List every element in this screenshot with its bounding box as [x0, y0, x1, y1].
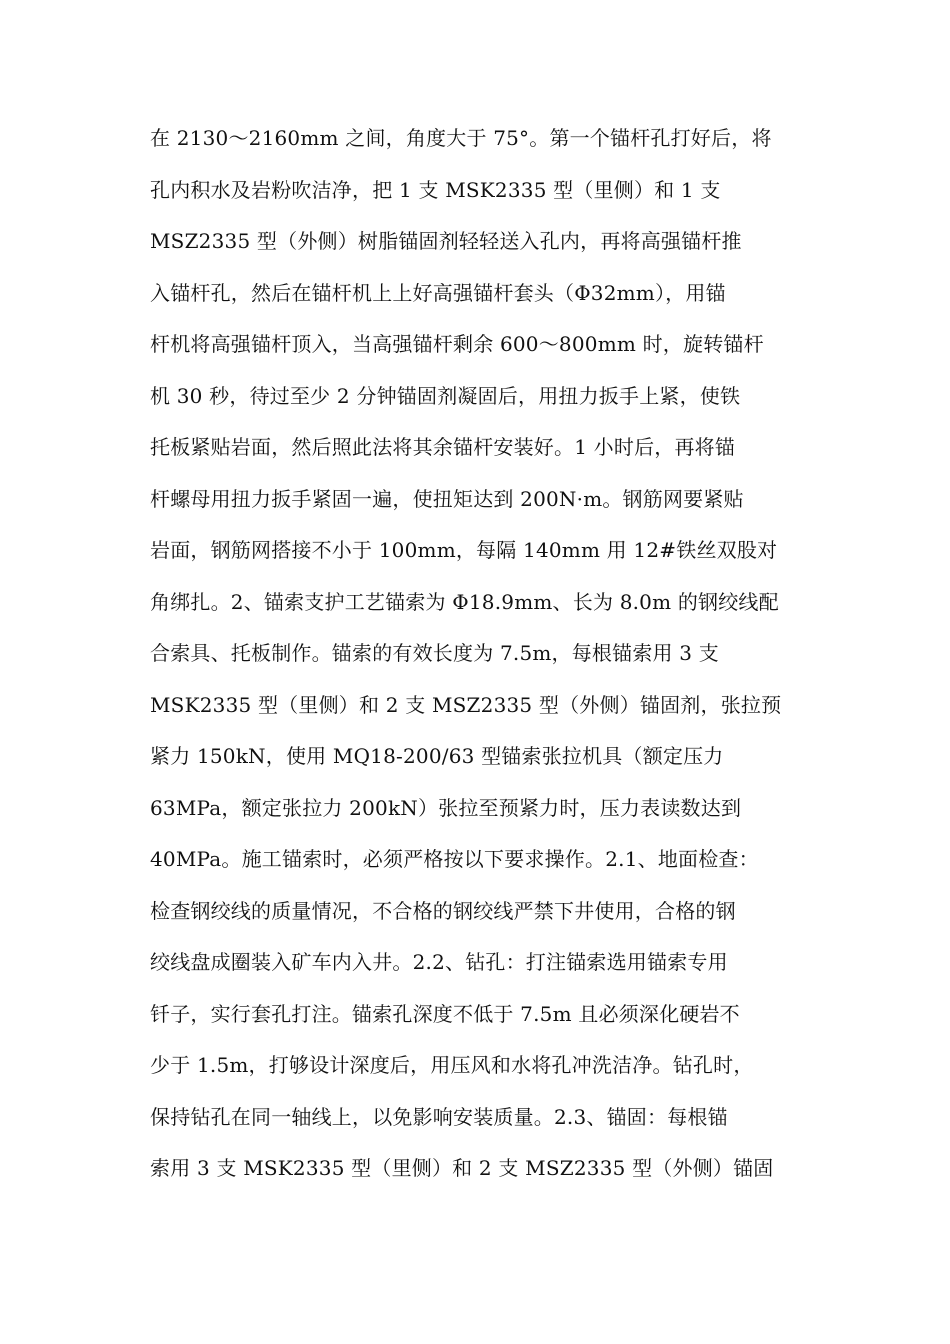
text-line: 杆机将高强锚杆顶入，当高强锚杆剩余 600～800mm 时，旋转锚杆	[150, 332, 764, 356]
body-text	[150, 113, 830, 1195]
text-line: 绞线盘成圈装入矿车内入井。2.2、钻孔：打注锚索选用锚索专用	[150, 950, 728, 974]
text-line: 少于 1.5m，打够设计深度后，用压风和水将孔冲洗洁净。钻孔时，	[150, 1053, 754, 1077]
text-line: 索用 3 支 MSK2335 型（里侧）和 2 支 MSZ2335 型（外侧）锚固	[150, 1156, 774, 1180]
text-line: 保持钻孔在同一轴线上，以免影响安装质量。2.3、锚固：每根锚	[150, 1104, 728, 1129]
text-line: 钎子，实行套孔打注。锚索孔深度不低于 7.5m 且必须深化硬岩不	[150, 1001, 740, 1026]
text-line: MSK2335 型（里侧）和 2 支 MSZ2335 型（外侧）锚固剂，张拉预	[150, 692, 782, 717]
text-line: MSZ2335 型（外侧）树脂锚固剂轻轻送入孔内，再将高强锚杆推	[150, 229, 742, 253]
text-line: 孔内积水及岩粉吹洁净，把 1 支 MSK2335 型（里侧）和 1 支	[150, 177, 721, 202]
text-line: 托板紧贴岩面，然后照此法将其余锚杆安装好。1 小时后，再将锚	[150, 435, 736, 459]
text-line: 角绑扎。2、锚索支护工艺锚索为 Φ18.9mm、长为 8.0m 的钢绞线配	[150, 589, 779, 614]
text-line: 机 30 秒，待过至少 2 分钟锚固剂凝固后，用扭力扳手上紧，使铁	[150, 383, 741, 408]
text-line: 合索具、托板制作。锚索的有效长度为 7.5m，每根锚索用 3 支	[150, 641, 719, 665]
text-line: 在 2130～2160mm 之间，角度大于 75°。第一个锚杆孔打好后，将	[150, 126, 772, 150]
text-line: 岩面，钢筋网搭接不小于 100mm，每隔 140mm 用 12#铁丝双股对	[150, 538, 778, 562]
text-line: 紧力 150kN，使用 MQ18-200/63 型锚索张拉机具（额定压力	[150, 744, 724, 768]
text-line: 检查钢绞线的质量情况，不合格的钢绞线严禁下井使用，合格的钢	[150, 898, 736, 923]
text-line: 入锚杆孔，然后在锚杆机上上好高强锚杆套头（Φ32mm），用锚	[150, 280, 726, 305]
text-line: 40MPa。施工锚索时，必须严格按以下要求操作。2.1、地面检查：	[150, 847, 759, 871]
text-line: 杆螺母用扭力扳手紧固一遍，使扭矩达到 200N·m。钢筋网要紧贴	[150, 486, 744, 511]
text-line: 63MPa，额定张拉力 200kN）张拉至预紧力时，压力表读数达到	[150, 795, 742, 820]
